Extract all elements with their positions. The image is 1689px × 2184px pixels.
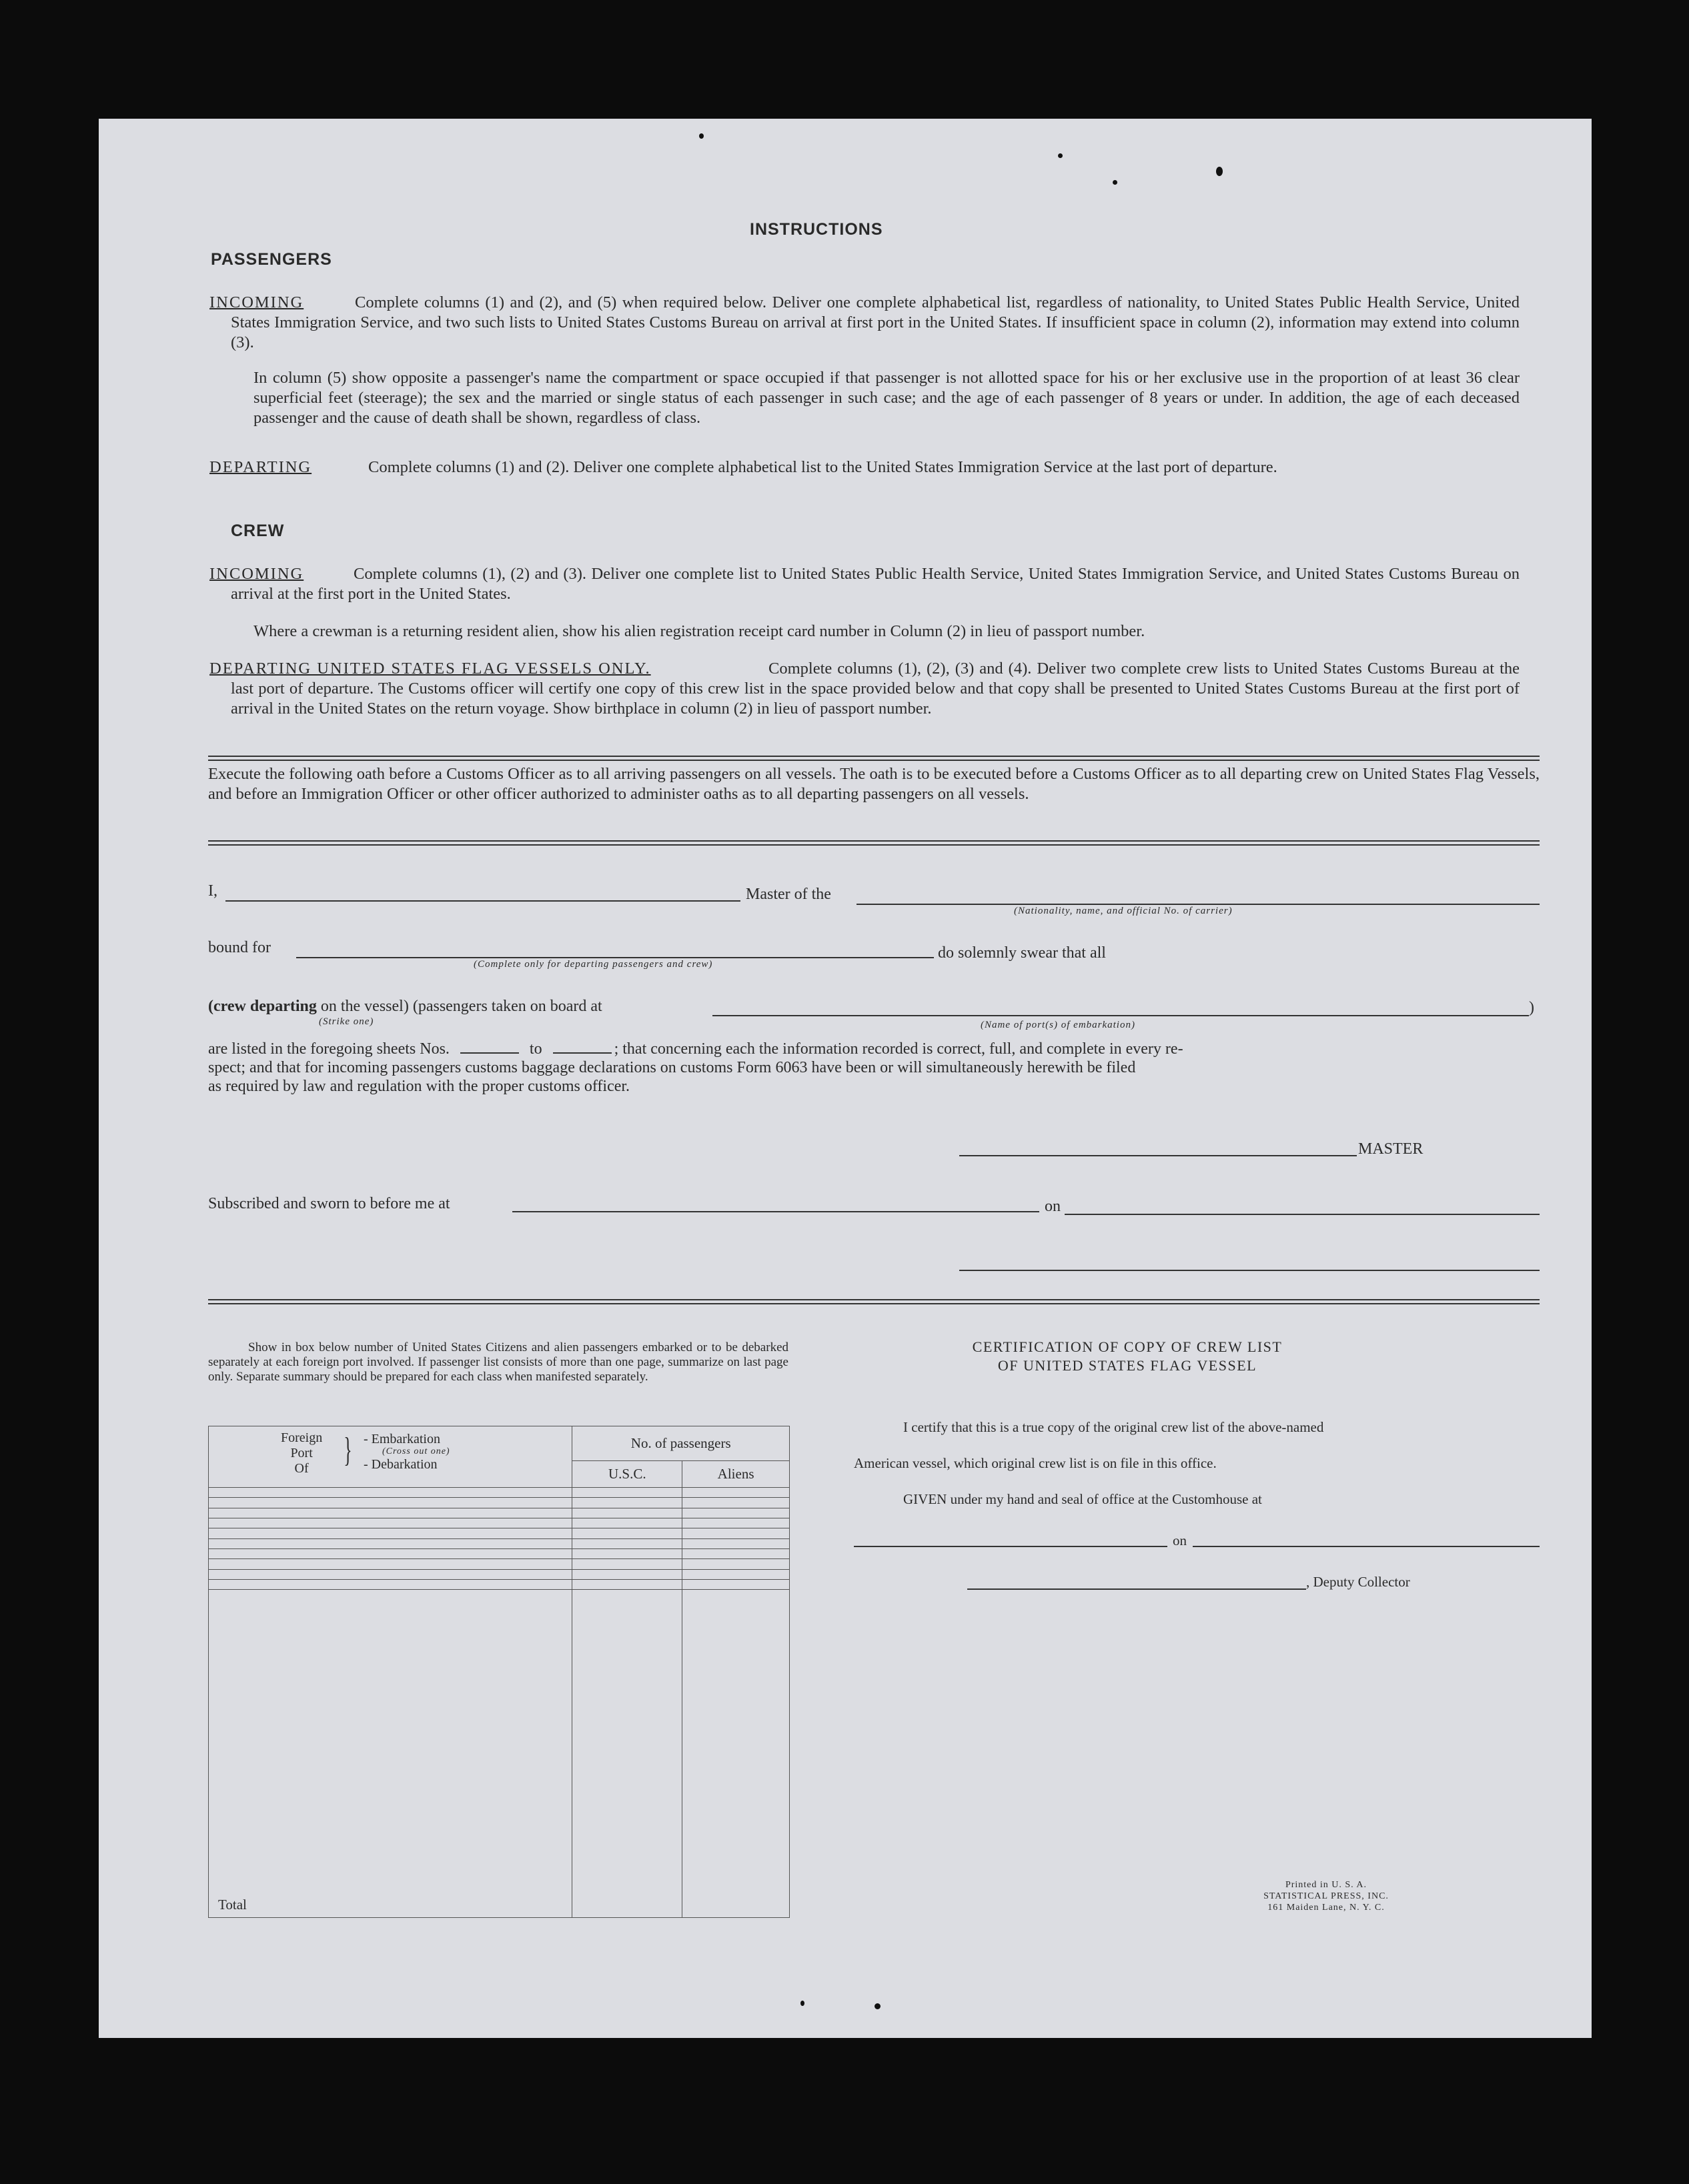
port-cell[interactable] <box>209 1528 572 1538</box>
usc-total-cell[interactable] <box>572 1590 682 1918</box>
aliens-header: Aliens <box>682 1461 790 1488</box>
crew-resident-paragraph: Where a crewman is a returning resident alien, show his alien registration receipt card number in Column (2) in lieu of passport number. <box>253 622 1145 640</box>
passenger-summary-table <box>208 1426 790 1918</box>
table-row <box>209 1518 790 1528</box>
master-of-the-label: Master of the <box>746 886 831 903</box>
crew-incoming-lead: INCOMING <box>209 565 304 583</box>
subscribed-on-label: on <box>1045 1198 1061 1215</box>
column5-paragraph: In column (5) show opposite a passenger's name the compartment or space occupied if that passenger is not allotted space for his or her exclusive use in the proportion of at least 36 clear superficial feet (steerage); the sex and the married or single status of each passenger in such case; and the age of each passenger of 8 years or under. In addition, the age of each deceased passenger and the cause of death shall be shown, regardless of class. <box>253 369 1520 427</box>
given-text: GIVEN under my hand and seal of office at the Customhouse at <box>903 1491 1262 1507</box>
passengers-departing-paragraph <box>209 458 1520 477</box>
aliens-cell[interactable] <box>682 1580 790 1590</box>
foreign-port-header <box>209 1426 572 1488</box>
usc-cell[interactable] <box>572 1569 682 1579</box>
listed-sheets-line <box>208 1040 1183 1058</box>
aliens-cell[interactable] <box>682 1498 790 1508</box>
passengers-heading: PASSENGERS <box>211 250 332 269</box>
oath-intro: Execute the following oath before a Customs Officer as to all arriving passengers on all vessels. The oath is to be executed before a Customs Officer as to all departing crew on United States Flag Vessels, and before an Immigration Officer or other officer authorized to administer oaths as to all departing passengers on all vessels. <box>208 765 1540 803</box>
listed-to: to <box>529 1040 542 1058</box>
usc-cell[interactable] <box>572 1538 682 1548</box>
certification-title <box>961 1338 1294 1375</box>
usc-cell[interactable] <box>572 1580 682 1590</box>
oath-line-3: as required by law and regulation with the proper customs officer. <box>208 1078 630 1095</box>
carrier-caption: (Nationality, name, and official No. of carrier) <box>1014 906 1233 916</box>
port-cell[interactable] <box>209 1549 572 1559</box>
of-label: Of <box>294 1461 309 1476</box>
vessel-line <box>208 998 602 1016</box>
listed-text-a: are listed in the foregoing sheets Nos. <box>208 1040 450 1058</box>
table-row <box>209 1538 790 1548</box>
speck <box>1058 153 1063 158</box>
passengers-incoming-paragraph <box>209 293 1520 353</box>
carrier-line[interactable] <box>857 904 1540 905</box>
crew-departing-option[interactable]: (crew departing <box>208 998 317 1015</box>
speck <box>800 2001 804 2006</box>
usc-cell[interactable] <box>572 1498 682 1508</box>
aliens-cell[interactable] <box>682 1488 790 1498</box>
aliens-cell[interactable] <box>682 1528 790 1538</box>
imprint-line-1: Printed in U. S. A. <box>1285 1880 1367 1890</box>
officer-signature-line[interactable] <box>959 1270 1540 1271</box>
form-sheet <box>99 119 1592 2038</box>
port-cell[interactable] <box>209 1508 572 1518</box>
port-cell[interactable] <box>209 1518 572 1528</box>
speck <box>699 133 704 139</box>
embarkation-port-line[interactable] <box>712 1015 1529 1016</box>
strike-one-caption: (Strike one) <box>319 1016 374 1027</box>
crew-heading: CREW <box>231 521 285 540</box>
subscribed-label: Subscribed and sworn to before me at <box>208 1195 450 1212</box>
summary-instructions: Show in box below number of United States Citizens and alien passengers embarked or to be debarked separately at each foreign port involved. If passenger list consists of more than one page, summarize on last page only. Separate summary should be prepared for each class when manifested separately. <box>208 1340 788 1384</box>
crew-incoming-text: Complete columns (1), (2) and (3). Deliver one complete list to United States Public Health Service, United States Immigration Service, and United States Customs Bureau on arrival at the first port in the United States. <box>231 565 1520 603</box>
port-cell[interactable] <box>209 1559 572 1569</box>
total-row <box>209 1590 790 1918</box>
usc-cell[interactable] <box>572 1508 682 1518</box>
oath-i-label: I, <box>208 882 217 900</box>
sheet-to-field[interactable] <box>553 1052 612 1054</box>
table-row <box>209 1569 790 1579</box>
table-row <box>209 1528 790 1538</box>
table-row <box>209 1559 790 1569</box>
crew-incoming-paragraph <box>209 565 1520 604</box>
swear-text: do solemnly swear that all <box>938 944 1106 962</box>
certification-title-2: OF UNITED STATES FLAG VESSEL <box>997 1357 1257 1374</box>
usc-cell[interactable] <box>572 1549 682 1559</box>
crew-departing-text: Complete columns (1), (2), (3) and (4). Deliver two complete crew lists to United States Customs Bureau at the last port of departure. The Customs officer will certify one copy of this crew list in the space provided below and that copy shall be presented to United States Customs Bureau at the first port of arrival in the United States on the return voyage. Show birthplace in column (2) in lieu of passport number. <box>231 660 1520 718</box>
usc-cell[interactable] <box>572 1528 682 1538</box>
table-row <box>209 1580 790 1590</box>
printer-imprint <box>1226 1879 1426 1913</box>
certification-title-1: CERTIFICATION OF COPY OF CREW LIST <box>972 1338 1283 1355</box>
port-cell[interactable] <box>209 1538 572 1548</box>
usc-cell[interactable] <box>572 1488 682 1498</box>
oath-line-2: spect; and that for incoming passengers customs baggage declarations on customs Form 6063 have been or will simultaneously herewith be filed <box>208 1059 1136 1076</box>
speck <box>1216 167 1223 176</box>
sheet-from-field[interactable] <box>460 1052 519 1054</box>
certify-text: I certify that this is a true copy of the original crew list of the above-named <box>903 1419 1324 1435</box>
speck <box>1113 180 1117 185</box>
bound-caption: (Complete only for departing passengers and crew) <box>474 959 713 970</box>
customhouse-line[interactable] <box>854 1546 1167 1547</box>
master-label: MASTER <box>1358 1140 1424 1158</box>
on-the-vessel-text: on the vessel) <box>320 998 409 1015</box>
american-vessel-text: American vessel, which original crew list is on file in this office. <box>854 1455 1217 1471</box>
crew-departing-paragraph <box>209 660 1520 719</box>
passengers-departing-text: Complete columns (1) and (2). Deliver one complete alphabetical list to the United States Immigration Service at the last port of departure. <box>368 458 1277 476</box>
aliens-cell[interactable] <box>682 1549 790 1559</box>
embarkation-option[interactable]: - Embarkation <box>364 1432 440 1446</box>
no-of-passengers-header: No. of passengers <box>572 1426 790 1461</box>
foreign-label: Foreign <box>281 1430 323 1445</box>
cross-out-caption: (Cross out one) <box>382 1446 450 1456</box>
aliens-total-cell[interactable] <box>682 1590 790 1918</box>
listed-text-b: ; that concerning each the information recorded is correct, full, and complete in every re- <box>614 1040 1183 1058</box>
divider <box>208 756 1540 761</box>
close-paren: ) <box>1529 999 1534 1016</box>
aliens-cell[interactable] <box>682 1569 790 1579</box>
port-cell[interactable] <box>209 1580 572 1590</box>
aliens-cell[interactable] <box>682 1518 790 1528</box>
table-row <box>209 1488 790 1498</box>
certification-date-line[interactable] <box>1193 1546 1540 1547</box>
port-cell[interactable] <box>209 1498 572 1508</box>
subscribed-date-line[interactable] <box>1065 1214 1540 1215</box>
usc-cell[interactable] <box>572 1559 682 1569</box>
passengers-incoming-text: Complete columns (1) and (2), and (5) when required below. Deliver one complete alphabetical list, regardless of nationality, to United States Public Health Service, United States Immigration Service, and two such lists to United States Customs Bureau on arrival at first port in the United States. If insufficient space in column (2), information may extend into column (3). <box>231 293 1520 351</box>
passengers-incoming-lead: INCOMING <box>209 293 304 311</box>
port-cell[interactable] <box>209 1569 572 1579</box>
speck <box>875 2003 881 2009</box>
deputy-signature-line[interactable] <box>967 1588 1306 1590</box>
usc-cell[interactable] <box>572 1518 682 1528</box>
divider <box>208 840 1540 846</box>
deputy-collector-label: , Deputy Collector <box>1306 1574 1410 1590</box>
embark-caption: (Name of port(s) of embarkation) <box>981 1020 1135 1030</box>
debarkation-option[interactable]: - Debarkation <box>364 1457 438 1472</box>
port-cell[interactable] <box>209 1488 572 1498</box>
aliens-cell[interactable] <box>682 1508 790 1518</box>
usc-header: U.S.C. <box>572 1461 682 1488</box>
crew-departing-lead: DEPARTING UNITED STATES FLAG VESSELS ONLY. <box>209 660 651 678</box>
divider <box>208 1299 1540 1304</box>
aliens-cell[interactable] <box>682 1559 790 1569</box>
imprint-line-3: 161 Maiden Lane, N. Y. C. <box>1267 1903 1385 1913</box>
bound-for-label: bound for <box>208 939 271 956</box>
total-label: Total <box>209 1590 572 1918</box>
brace-icon: } <box>344 1431 352 1469</box>
table-row <box>209 1498 790 1508</box>
imprint-line-2: STATISTICAL PRESS, INC. <box>1263 1891 1389 1901</box>
subscribed-place-line[interactable] <box>512 1211 1039 1212</box>
certification-on-label: on <box>1173 1532 1187 1548</box>
port-label: Port <box>290 1446 313 1460</box>
bound-for-line[interactable] <box>296 957 934 958</box>
instructions-heading: INSTRUCTIONS <box>750 220 883 239</box>
aliens-cell[interactable] <box>682 1538 790 1548</box>
passengers-departing-lead: DEPARTING <box>209 458 312 476</box>
passengers-taken-option[interactable]: (passengers taken on board at <box>412 998 602 1015</box>
master-name-line[interactable] <box>225 900 740 902</box>
master-signature-line[interactable] <box>959 1155 1357 1156</box>
table-row <box>209 1508 790 1518</box>
table-row <box>209 1549 790 1559</box>
